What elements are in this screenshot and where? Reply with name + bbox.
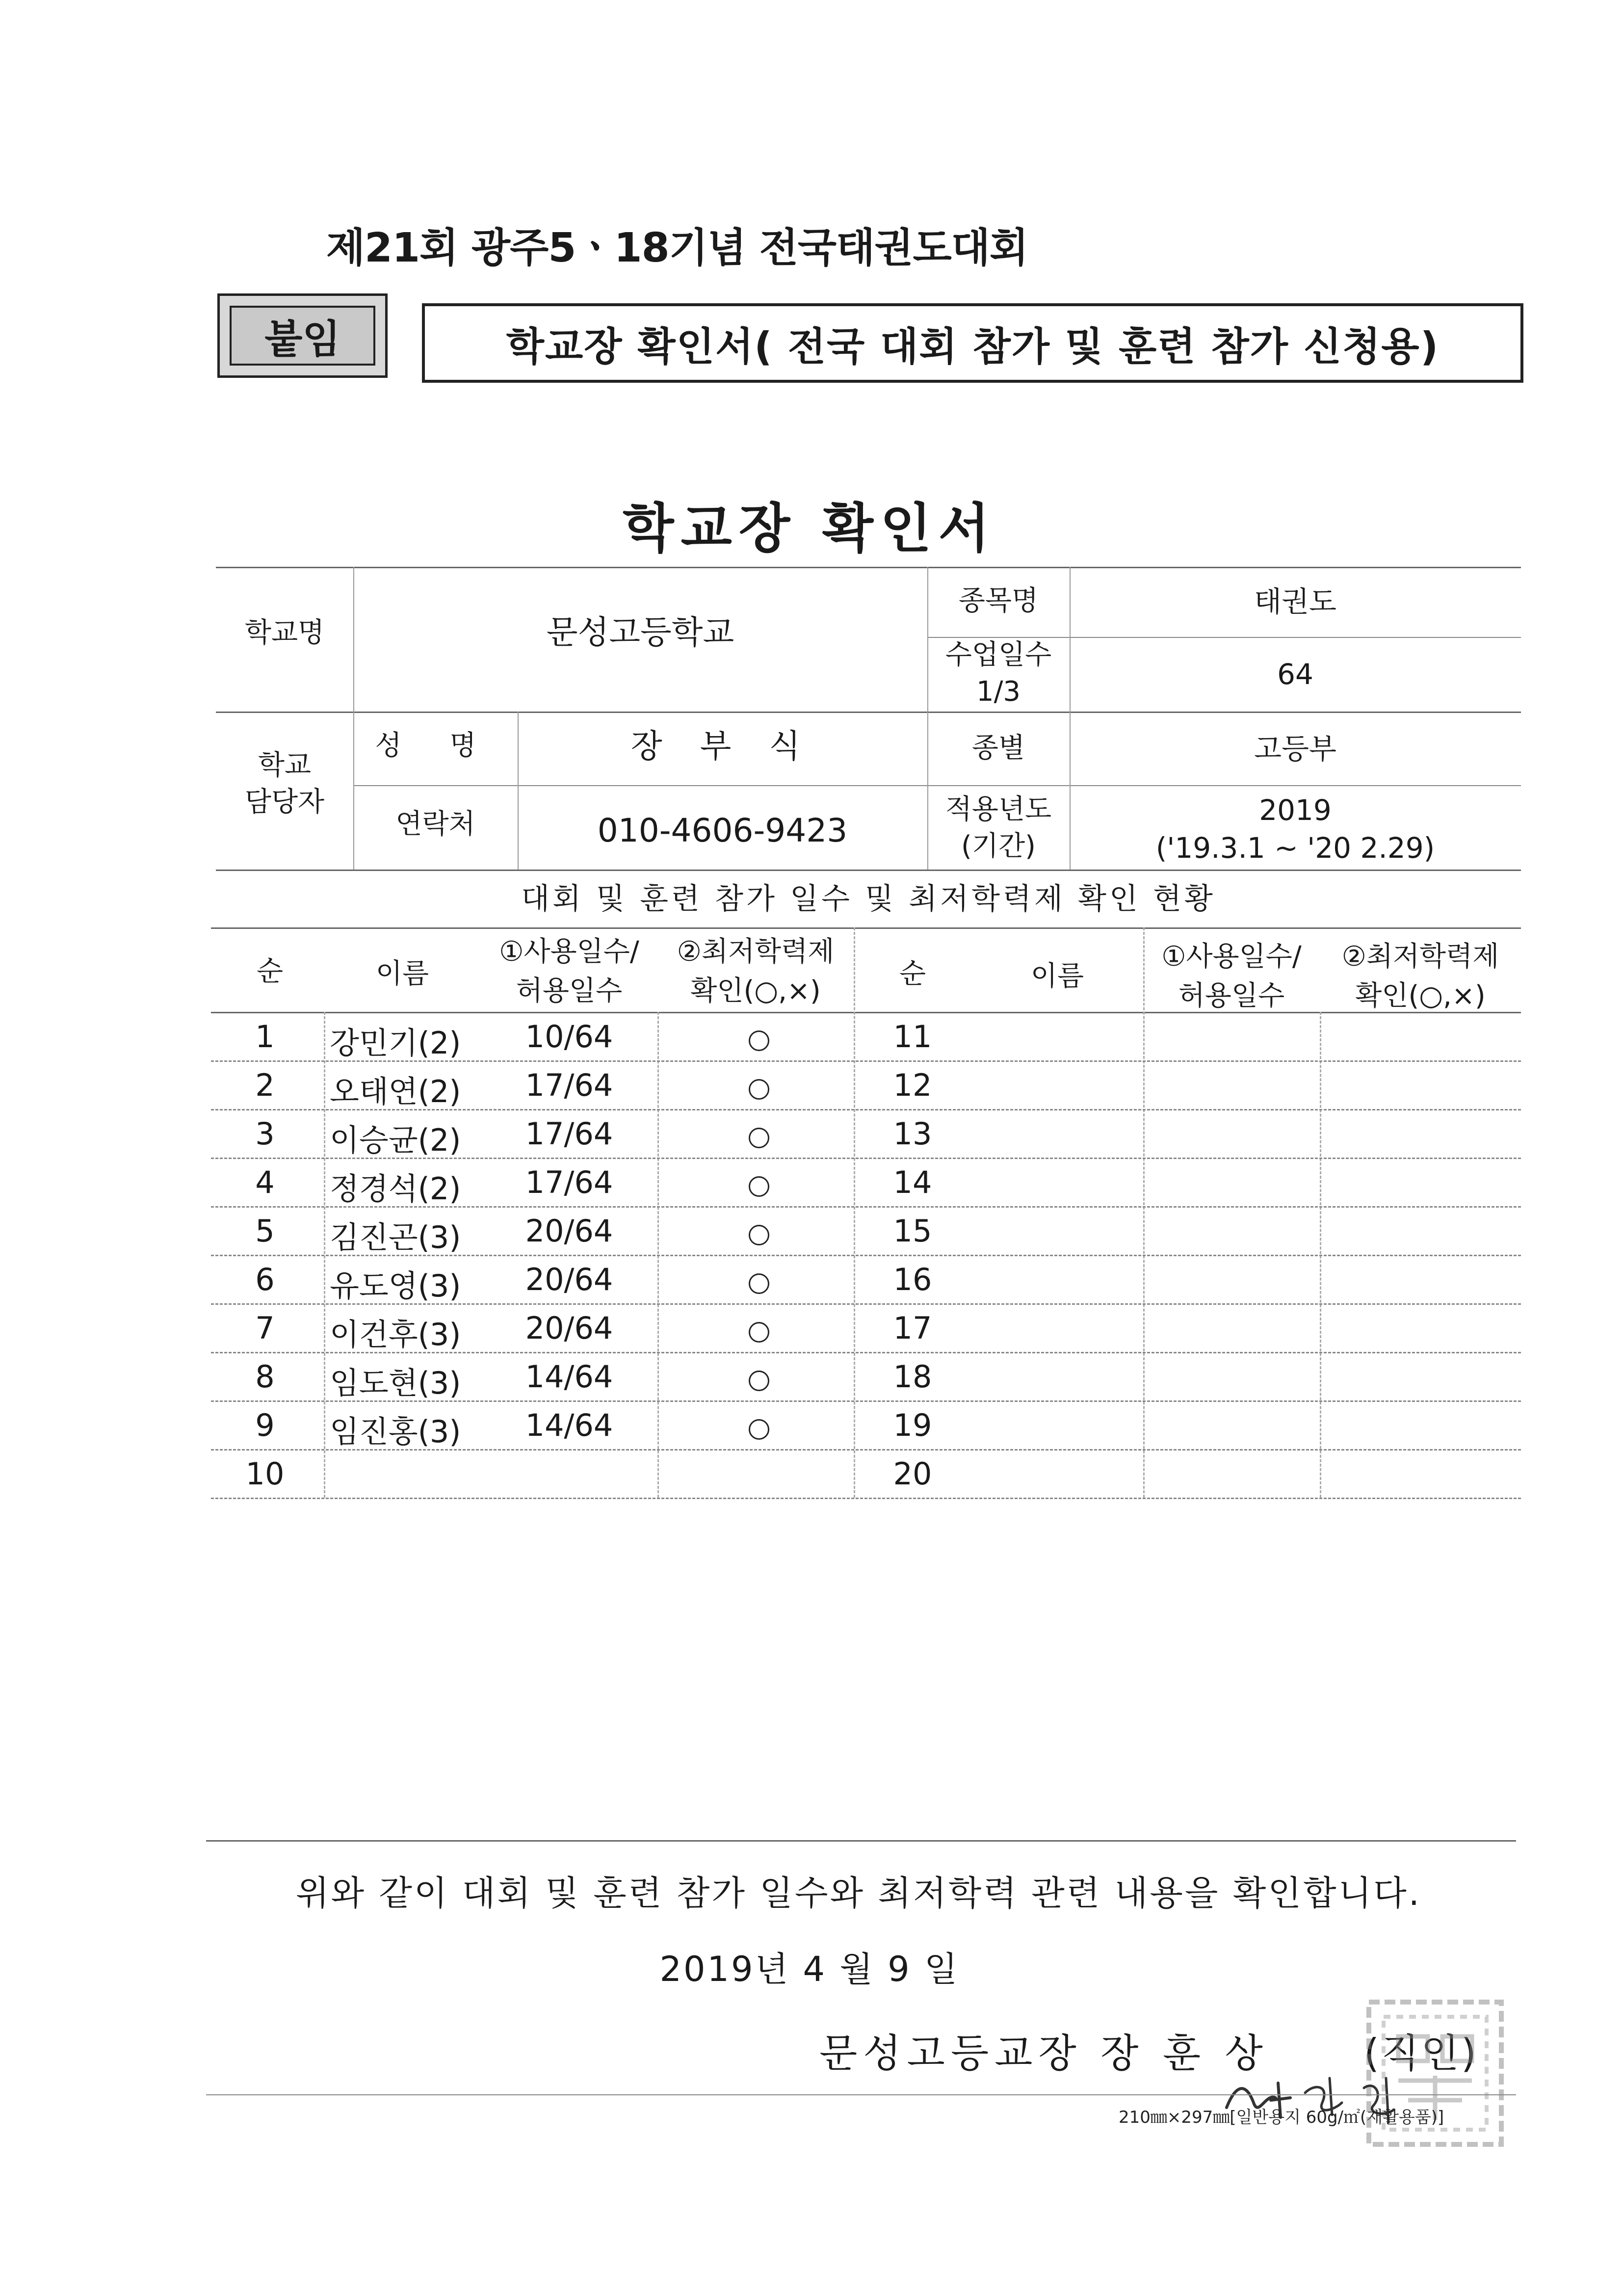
col-header-check-right-line2: 확인(○,×) [1355, 980, 1486, 1012]
name-label: 성 명 [375, 730, 496, 762]
seal-label: (직인) [1364, 2031, 1478, 2076]
class-days-label: 수업일수 [945, 639, 1052, 671]
student-name: 강민기(2) [330, 1025, 461, 1061]
student-name: 김진곤(3) [330, 1219, 461, 1255]
student-name: 정경석(2) [330, 1171, 461, 1207]
sport-label: 종목명 [958, 585, 1039, 617]
min-academic-confirm-mark [749, 1176, 769, 1197]
col-header-days-right-line1: ①사용일수/ [1161, 941, 1302, 973]
table-divider [854, 927, 855, 1498]
row-number-right: 16 [893, 1262, 932, 1297]
table-row-border [211, 1498, 1521, 1499]
col-header-check-line1: ②최저학력제 [677, 936, 835, 968]
student-name: 임진홍(3) [330, 1414, 461, 1450]
student-name: 오태연(2) [330, 1074, 461, 1109]
col-header-days-line2: 허용일수 [516, 975, 623, 1007]
info-top-border [216, 567, 1521, 568]
class-days-fraction: 1/3 [976, 676, 1021, 708]
used-allowed-days: 14/64 [525, 1359, 613, 1395]
row-number-right: 15 [893, 1213, 932, 1249]
confirm-statement: 위와 같이 대회 및 훈련 참가 일수와 최저학력 관련 내용을 확인합니다. [295, 1873, 1422, 1913]
col-header-check-right-line1: ②최저학력제 [1341, 941, 1499, 973]
min-academic-confirm-mark [749, 1079, 769, 1100]
paper-note-divider [206, 2094, 1516, 2095]
row-number: 8 [255, 1359, 275, 1395]
used-allowed-days: 17/64 [525, 1116, 613, 1152]
division-label: 종별 [971, 732, 1025, 764]
row-number: 5 [255, 1213, 275, 1249]
info-line [353, 785, 1521, 786]
student-name: 이승균(2) [330, 1122, 461, 1158]
row-number: 6 [255, 1262, 275, 1297]
row-number: 10 [245, 1456, 285, 1492]
row-number-right: 19 [893, 1407, 932, 1443]
col-header-days-right-line2: 허용일수 [1178, 980, 1285, 1012]
used-allowed-days: 20/64 [525, 1262, 613, 1297]
year-label-line2: (기간) [961, 830, 1036, 862]
staff-label-line2: 담당자 [244, 786, 325, 818]
division-value: 고등부 [1254, 732, 1337, 765]
table-header-bottom-border [211, 1012, 1521, 1013]
staff-name: 장 부 식 [630, 727, 814, 765]
col-header-days-line1: ①사용일수/ [499, 936, 639, 968]
event-title: 제21회 광주5ㆍ18기념 전국태권도대회 [326, 225, 1028, 271]
row-number-right: 18 [893, 1359, 932, 1395]
year-value: 2019 [1259, 793, 1332, 827]
row-number-right: 20 [893, 1456, 932, 1492]
document-date: 2019년 4 월 9 일 [659, 1949, 960, 1989]
col-header-check-line2: 확인(○,×) [690, 975, 821, 1007]
footer-divider [206, 1840, 1516, 1842]
used-allowed-days: 17/64 [525, 1164, 613, 1200]
row-number-right: 12 [893, 1067, 932, 1103]
used-allowed-days: 20/64 [525, 1213, 613, 1249]
document-title: 학교장 확인서 [623, 498, 996, 559]
col-header-name: 이름 [375, 958, 429, 990]
row-number: 9 [255, 1407, 275, 1443]
info-line [216, 712, 1521, 713]
class-days-value: 64 [1277, 658, 1313, 691]
min-academic-confirm-mark [749, 1371, 769, 1391]
table-divider [1143, 927, 1145, 1498]
status-table-top-border [211, 927, 1521, 929]
min-academic-confirm-mark [749, 1128, 769, 1148]
staff-label-line1: 학교 [258, 749, 312, 781]
min-academic-confirm-mark [749, 1322, 769, 1343]
min-academic-confirm-mark [749, 1225, 769, 1245]
used-allowed-days: 17/64 [525, 1067, 613, 1103]
row-number: 4 [255, 1164, 275, 1200]
col-header-no-right: 순 [899, 958, 926, 990]
sport-value: 태권도 [1254, 585, 1337, 618]
used-allowed-days: 20/64 [525, 1310, 613, 1346]
contact-value: 010-4606-9423 [597, 812, 848, 849]
student-name: 임도현(3) [330, 1365, 461, 1401]
attachment-label: 붙임 [230, 306, 375, 366]
status-title: 대회 및 훈련 참가 일수 및 최저학력제 확인 현황 [521, 882, 1216, 916]
document-subtitle: 학교장 확인서( 전국 대회 참가 및 훈련 참가 신청용) [422, 303, 1523, 383]
row-number-right: 17 [893, 1310, 932, 1346]
min-academic-confirm-mark [749, 1030, 769, 1051]
min-academic-confirm-mark [749, 1419, 769, 1440]
row-number: 1 [255, 1019, 275, 1055]
min-academic-confirm-mark [749, 1273, 769, 1294]
contact-label: 연락처 [395, 808, 475, 840]
row-number: 2 [255, 1067, 275, 1103]
principal-name: 문성고등교장 장 훈 상 [819, 2031, 1269, 2076]
paper-spec-note: 210㎜×297㎜[일반용지 60g/㎡(재활용품)] [1119, 2108, 1444, 2127]
row-number: 7 [255, 1310, 275, 1346]
row-number: 3 [255, 1116, 275, 1152]
student-name: 유도영(3) [330, 1268, 461, 1304]
col-header-name-right: 이름 [1030, 960, 1084, 992]
school-name: 문성고등학교 [546, 613, 734, 651]
school-label: 학교명 [244, 617, 325, 649]
attachment-label-box [217, 293, 388, 378]
info-bottom-border [216, 870, 1521, 871]
row-number-right: 14 [893, 1164, 932, 1200]
student-name: 이건후(3) [330, 1317, 461, 1352]
col-header-no: 순 [256, 955, 284, 987]
year-label-line1: 적용년도 [945, 793, 1052, 825]
year-period: ('19.3.1 ~ '20 2.29) [1155, 831, 1435, 865]
row-number-right: 13 [893, 1116, 932, 1152]
used-allowed-days: 10/64 [525, 1019, 613, 1055]
used-allowed-days: 14/64 [525, 1407, 613, 1443]
row-number-right: 11 [893, 1019, 932, 1055]
